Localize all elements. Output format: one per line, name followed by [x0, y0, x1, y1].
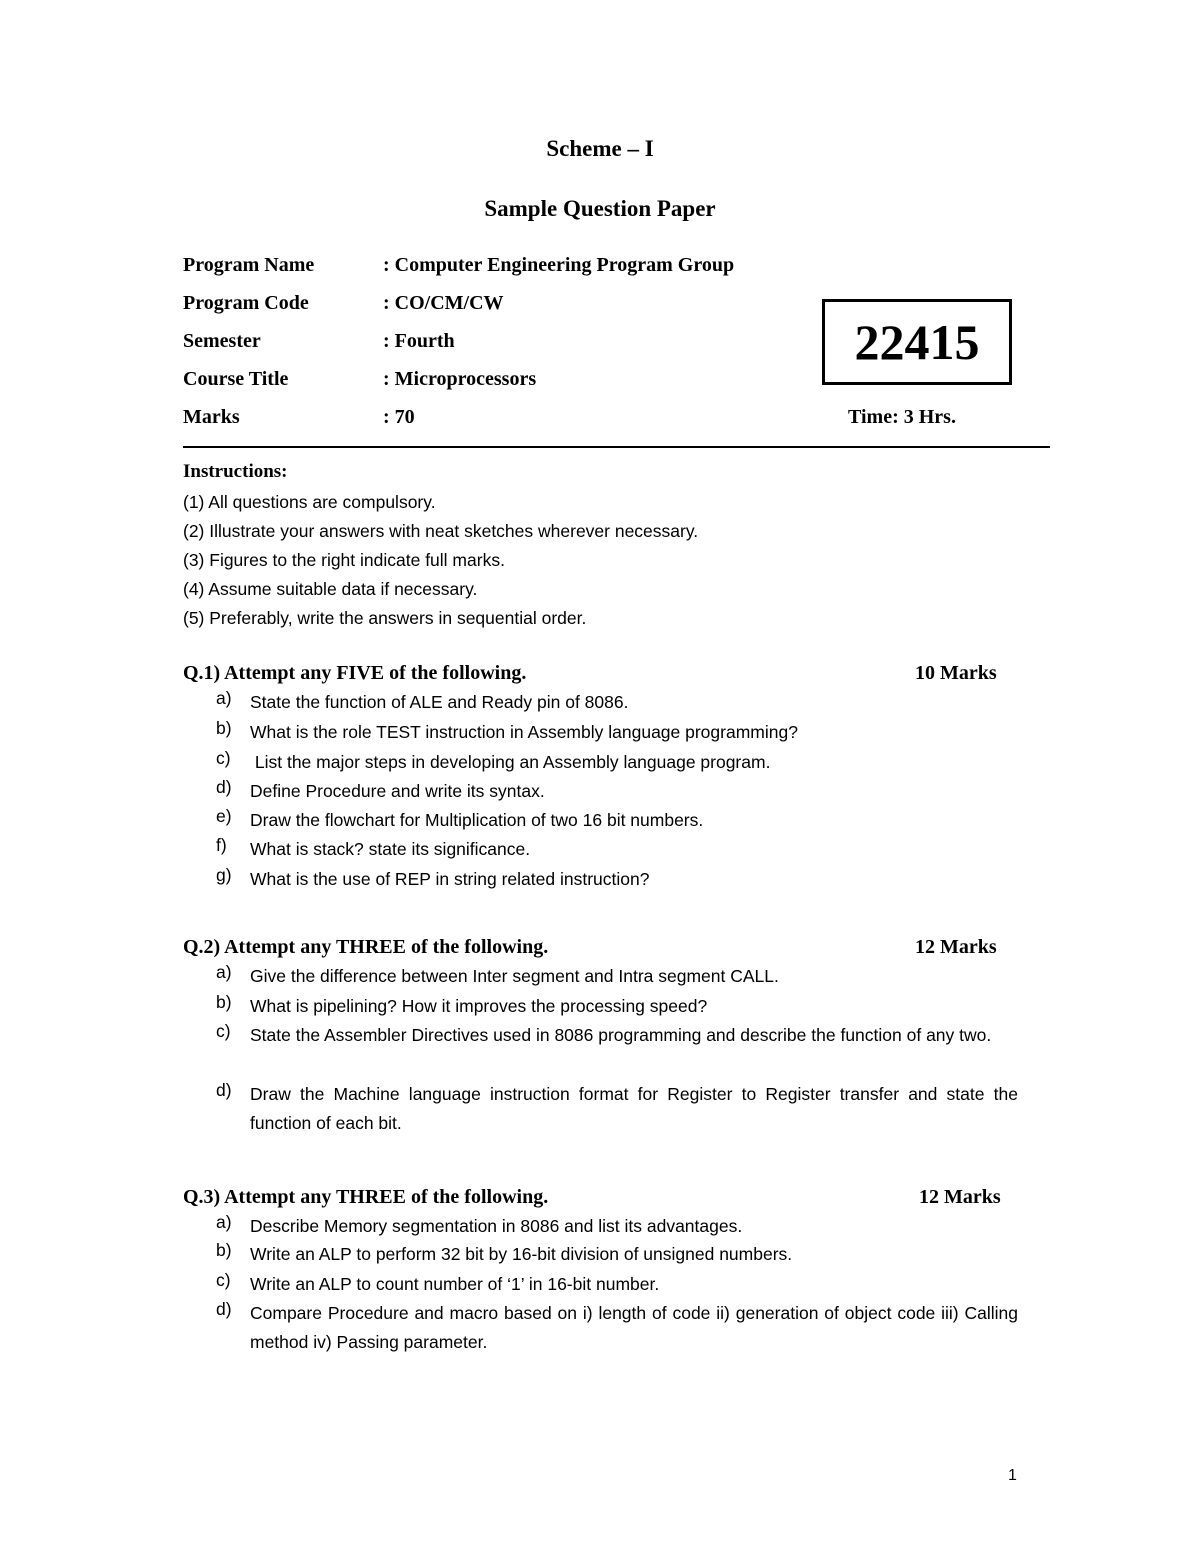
instruction-item: (4) Assume suitable data if necessary. — [183, 579, 478, 599]
item-text: What is pipelining? How it improves the processing speed? — [250, 996, 708, 1016]
item-letter: c) — [216, 1270, 231, 1290]
time-duration: Time: 3 Hrs. — [848, 406, 956, 428]
item-letter: b) — [216, 992, 232, 1012]
info-label: Course Title — [183, 368, 289, 390]
info-value: : Computer Engineering Program Group — [383, 254, 735, 276]
question-3-marks: 12 Marks — [919, 1186, 1001, 1208]
page-number: 1 — [1008, 1467, 1017, 1484]
question-2-marks: 12 Marks — [915, 936, 997, 958]
item-text: Draw the flowchart for Multiplication of two 16 bit numbers. — [250, 810, 704, 830]
item-letter: b) — [216, 1240, 232, 1260]
header-divider — [183, 446, 1050, 448]
item-text: What is stack? state its significance. — [250, 839, 531, 859]
question-1-heading: Q.1) Attempt any FIVE of the following. — [183, 662, 527, 684]
item-text: What is the role TEST instruction in Assembly language programming? — [250, 722, 798, 742]
item-text: Compare Procedure and macro based on i) length of code ii) generation of object code iii) Calling method iv) Passing parameter. — [250, 1303, 1018, 1352]
question-1-marks: 10 Marks — [915, 662, 997, 684]
item-text: Describe Memory segmentation in 8086 and list its advantages. — [250, 1216, 743, 1236]
item-letter: b) — [216, 718, 232, 738]
course-code-box: 22415 — [822, 299, 1012, 385]
item-letter: a) — [216, 1212, 232, 1232]
item-text: What is the use of REP in string related instruction? — [250, 869, 650, 889]
item-letter: g) — [216, 865, 232, 885]
question-2-heading: Q.2) Attempt any THREE of the following. — [183, 936, 549, 958]
paper-title: Sample Question Paper — [484, 196, 716, 221]
info-value: : 70 — [383, 406, 415, 428]
info-label: Program Name — [183, 254, 315, 276]
item-letter: c) — [216, 1021, 231, 1041]
info-label: Marks — [183, 406, 240, 428]
item-text: Write an ALP to perform 32 bit by 16-bit division of unsigned numbers. — [250, 1244, 793, 1264]
item-text: Define Procedure and write its syntax. — [250, 781, 545, 801]
item-text: List the major steps in developing an Assembly language program. — [250, 752, 771, 772]
scheme-title: Scheme – I — [546, 136, 654, 161]
instruction-item: (5) Preferably, write the answers in sequential order. — [183, 608, 587, 628]
item-letter: d) — [216, 1299, 232, 1319]
item-text: State the Assembler Directives used in 8086 programming and describe the function of any two. — [250, 1025, 992, 1045]
info-label: Program Code — [183, 292, 309, 314]
item-text: Give the difference between Inter segment and Intra segment CALL. — [250, 966, 779, 986]
item-text: Draw the Machine language instruction format for Register to Register transfer and state the function of each bit. — [250, 1084, 1018, 1133]
item-letter: e) — [216, 806, 232, 826]
item-letter: a) — [216, 962, 232, 982]
item-letter: a) — [216, 688, 232, 708]
item-letter: f) — [216, 835, 227, 855]
item-text: Write an ALP to count number of ‘1’ in 16-bit number. — [250, 1274, 660, 1294]
instruction-item: (3) Figures to the right indicate full marks. — [183, 550, 505, 570]
item-letter: c) — [216, 748, 231, 768]
item-letter: d) — [216, 1080, 232, 1100]
info-value: : Microprocessors — [383, 368, 537, 390]
instruction-item: (1) All questions are compulsory. — [183, 492, 436, 512]
item-text: State the function of ALE and Ready pin of 8086. — [250, 692, 629, 712]
info-value: : Fourth — [383, 330, 455, 352]
info-label: Semester — [183, 330, 261, 352]
instruction-item: (2) Illustrate your answers with neat sketches wherever necessary. — [183, 521, 699, 541]
item-letter: d) — [216, 777, 232, 797]
instructions-heading: Instructions: — [183, 461, 288, 482]
question-3-heading: Q.3) Attempt any THREE of the following. — [183, 1186, 549, 1208]
info-value: : CO/CM/CW — [383, 292, 504, 314]
